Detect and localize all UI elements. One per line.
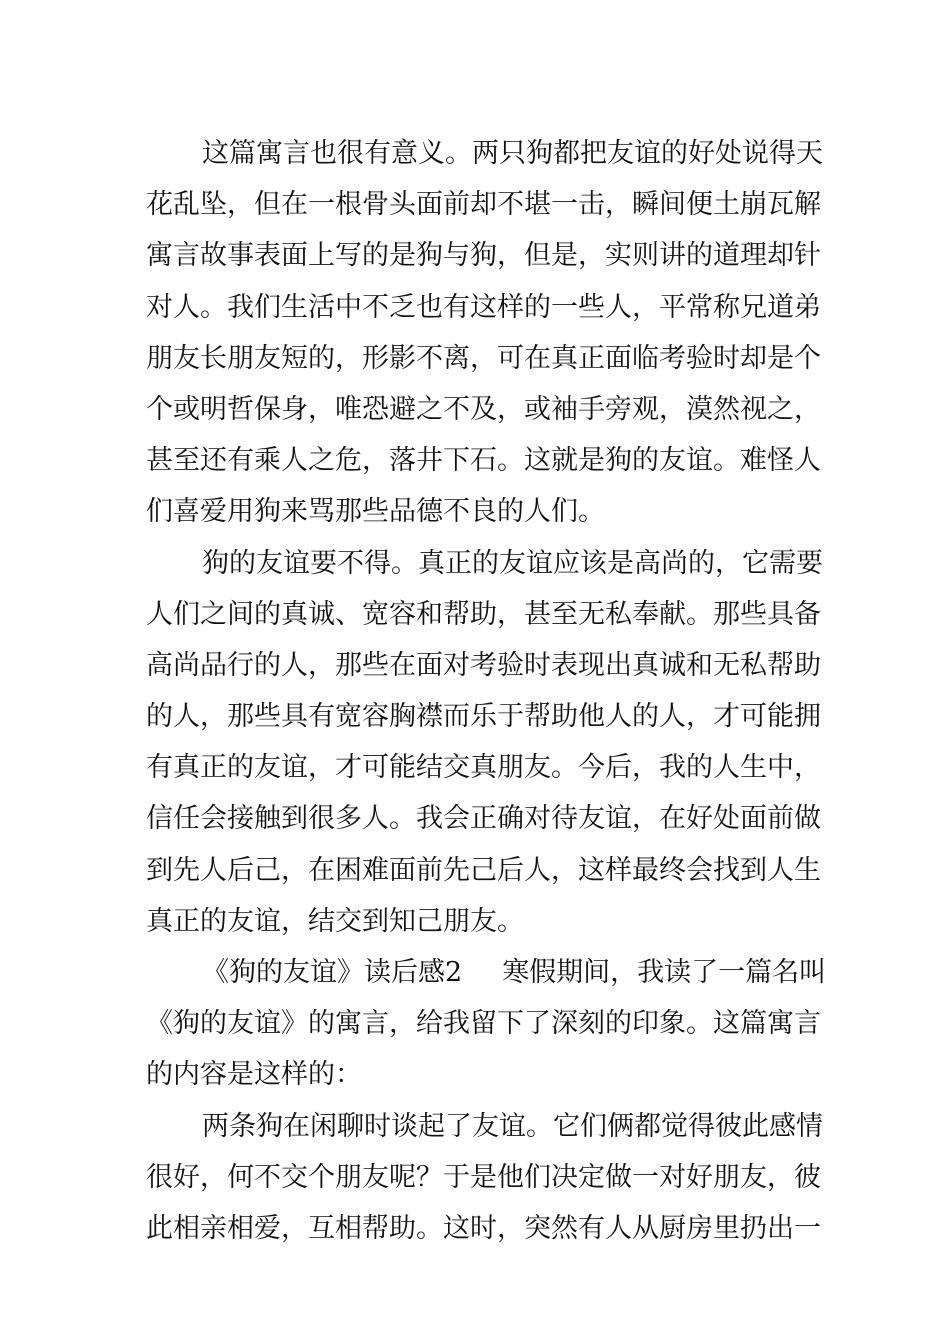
paragraph-4: [146, 1101, 823, 1255]
paragraph-1-line-8: 们喜爱用狗来骂那些品德不良的人们。: [146, 496, 605, 528]
paragraph-2-line-4: 的人，那些具有宽容胸襟而乐于帮助他人的人，才可能拥: [146, 701, 821, 733]
paragraph-2-line-7: 到先人后己，在困难面前先己后人，这样最终会找到人生: [146, 854, 821, 886]
paragraph-4-line-2: 很好，何不交个朋友呢？于是他们决定做一对好朋友，彼: [146, 1161, 821, 1193]
paragraph-3-line-3: 的内容是这样的：: [146, 1059, 362, 1091]
paragraph-1-line-4: 对人。我们生活中不乏也有这样的一些人，平常称兄道弟: [146, 291, 821, 323]
paragraph-1: [146, 128, 823, 538]
paragraph-2-line-6: 信任会接触到很多人。我会正确对待友谊，在好处面前做: [146, 803, 821, 835]
paragraph-4-line-1: 两条狗在闲聊时谈起了友谊。它们俩都觉得彼此感情: [202, 1110, 823, 1142]
paragraph-1-line-7: 甚至还有乘人之危，落井下石。这就是狗的友谊。难怪人: [146, 445, 821, 477]
paragraph-3-line-1-text: 寒假期间，我读了一篇名叫: [502, 957, 827, 988]
paragraph-1-line-2: 花乱坠，但在一根骨头面前却不堪一击，瞬间便土崩瓦解: [146, 189, 821, 221]
paragraph-1-line-6: 个或明哲保身，唯恐避之不及，或袖手旁观，漠然视之，: [146, 393, 821, 425]
paragraph-2-line-2: 人们之间的真诚、宽容和帮助，甚至无私奉献。那些具备: [146, 598, 821, 630]
paragraph-4-line-3: 此相亲相爱，互相帮助。这时，突然有人从厨房里扔出一: [146, 1212, 821, 1244]
paragraph-2-line-8: 真正的友谊，结交到知己朋友。: [146, 905, 524, 937]
paragraph-2-line-5: 有真正的友谊，才可能结交真朋友。今后，我的人生中，: [146, 752, 821, 784]
paragraph-1-line-5: 朋友长朋友短的，形影不离，可在真正面临考验时却是个: [146, 342, 821, 374]
document-body: [146, 128, 827, 1254]
paragraph-3-line-2: 《狗的友谊》的寓言，给我留下了深刻的印象。这篇寓言: [146, 1008, 821, 1040]
paragraph-3-line-1: [146, 947, 827, 998]
paragraph-1-line-1: 这篇寓言也很有意义。两只狗都把友谊的好处说得天: [202, 138, 823, 169]
paragraph-2: [146, 538, 823, 948]
paragraph-2-line-3: 高尚品行的人，那些在面对考验时表现出真诚和无私帮助: [146, 649, 821, 681]
section-heading: 《狗的友谊》读后感2: [202, 957, 463, 988]
paragraph-1-line-3: 寓言故事表面上写的是狗与狗，但是，实则讲的道理却针: [146, 240, 821, 272]
paragraph-3: [146, 947, 827, 1101]
paragraph-2-line-1: 狗的友谊要不得。真正的友谊应该是高尚的，它需要: [202, 547, 823, 579]
